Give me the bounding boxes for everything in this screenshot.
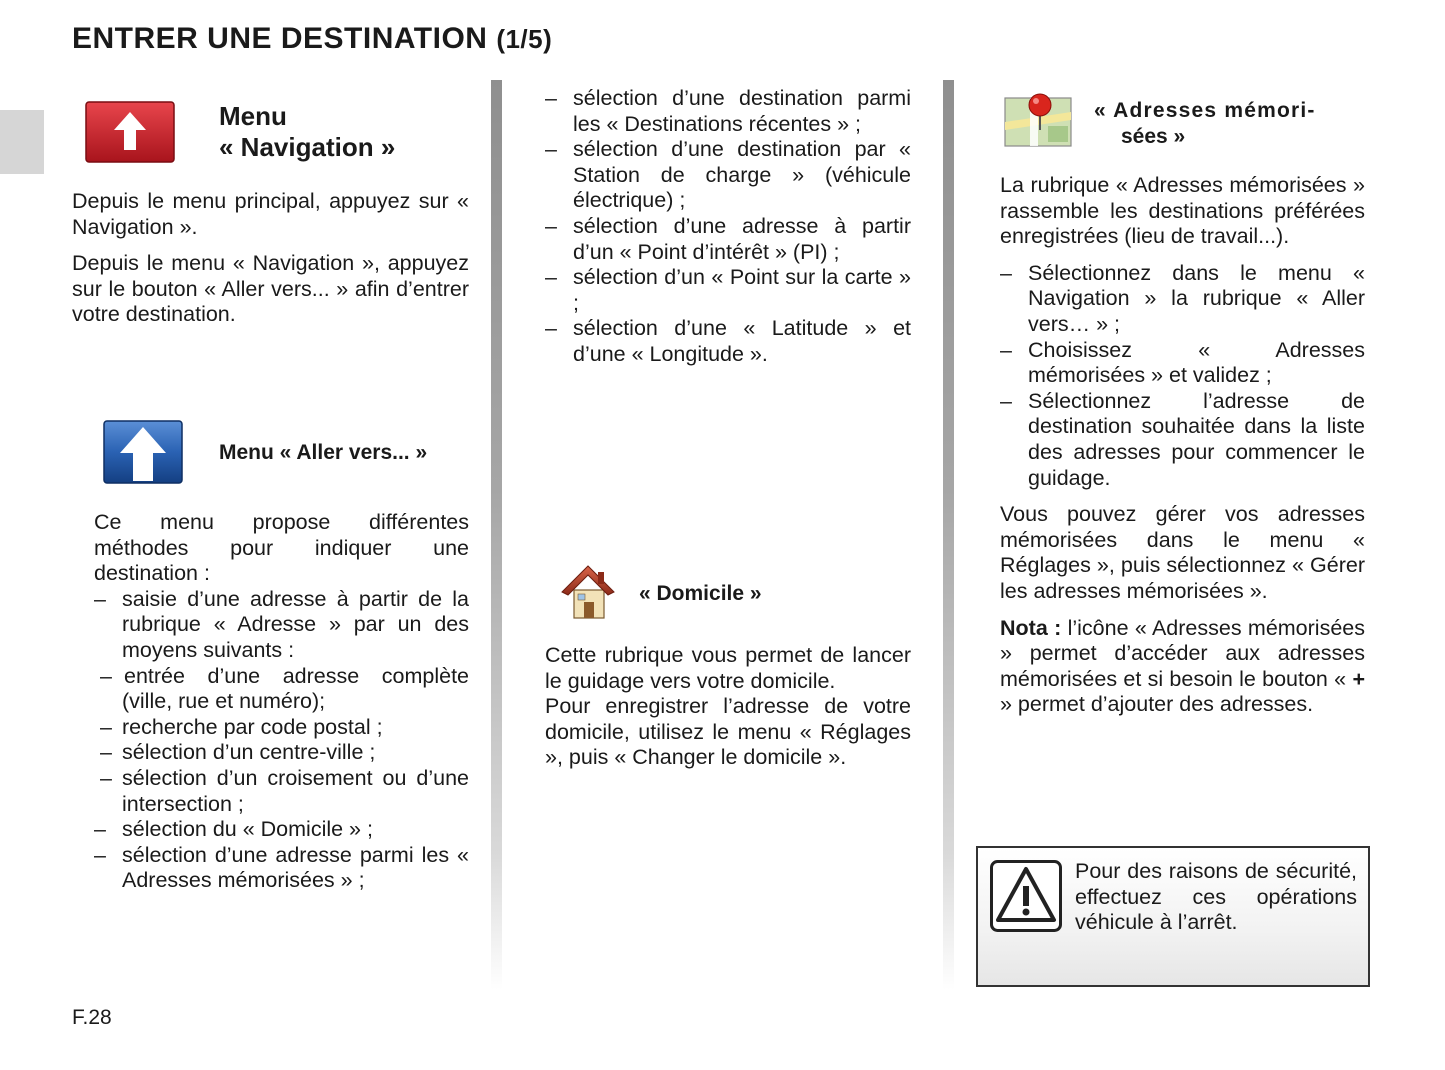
red-navigation-arrow-icon [84, 100, 176, 164]
side-tab-marker [0, 110, 44, 174]
list-item: – sélection d’une adresse parmi les « Adresses mémorisées » ; [94, 843, 469, 894]
navigation-menu-heading: Menu « Navigation » [219, 101, 396, 162]
list-item: – saisie d’une adresse à partir de la rubrique « Adresse » par un des moyens suivants : [94, 587, 469, 664]
list-item: – sélection d’un « Point sur la carte » ; [545, 265, 911, 316]
safety-warning-box [976, 846, 1370, 987]
domicile-heading: « Domicile » [639, 582, 762, 605]
blue-aller-vers-arrow-icon [102, 419, 184, 485]
adresses-memorisees-text: La rubrique « Adresses mémorisées » rassemble les destinations préférées enregistrées (lieu de travail...). – Sélectionnez dans le menu « Navigation » la rubrique « Aller vers… » ; – Choisissez « Adresses mémorisées » et validez ; – Sélectionnez l’adresse de destination souhaitée dans la liste des adresses pour commencer le guidage. Vous pouvez gérer vos adresses mémorisées dans le menu « Réglages », puis sélectionnez « Gérer les adresses mémorisées ». Nota : l’icône « Adresses mémorisées » permet d’accéder aux adresses mémorisées et si besoin le bouton « + » permet d’ajouter des adresses. [1000, 173, 1365, 718]
house-icon [558, 562, 618, 622]
list-item: – sélection du « Domicile » ; [94, 817, 469, 843]
page-title: ENTRER UNE DESTINATION (1/5) [72, 22, 553, 55]
list-item: – sélection d’une « Latitude » et d’une « Longitude ». [545, 316, 911, 367]
aller-vers-methods-continued [545, 86, 911, 368]
list-item: – recherche par code postal ; [100, 714, 383, 739]
navigation-intro: Depuis le menu principal, appuyez sur « Navigation ». Depuis le menu « Navigation », appuyez sur le bouton « Aller vers... » afin d’entrer votre destination. [72, 189, 469, 327]
aller-vers-heading: Menu « Aller vers... » [219, 441, 428, 464]
adresses-memorisees-heading: « Adresses mémori- sées » [1094, 99, 1316, 148]
list-item: – sélection d’une adresse à partir d’un « Point d’intérêt » (PI) ; [545, 214, 911, 265]
list-item: – sélection d’un croisement ou d’une intersection ; [100, 765, 469, 816]
note: Nota : l’icône « Adresses mémorisées » permet d’accéder aux adresses mémorisées et si besoin le bouton « + » permet d’ajouter des adresses. [1000, 615, 1365, 717]
page-number: F.28 [72, 1006, 112, 1029]
list-item: – sélection d’une destination par « Station de charge » (véhicule électrique) ; [545, 137, 911, 214]
warning-text: Pour des raisons de sécurité, effectuez ces opérations véhicule à l’arrêt. [1075, 859, 1357, 935]
column-divider-2 [943, 80, 954, 990]
list-item: – Sélectionnez l’adresse de destination souhaitée dans la liste des adresses pour commencer le guidage. [1000, 389, 1365, 491]
list-item: – Choisissez « Adresses mémorisées » et validez ; [1000, 338, 1365, 389]
map-pin-icon [1004, 92, 1072, 148]
aller-vers-methods: Ce menu propose différentes méthodes pour indiquer une destination : – saisie d’une adresse à partir de la rubrique « Adresse » par un des moyens suivants : – entrée d’une adresse complète (ville, rue et numéro); – recherche par code postal ; – sélection d’un centre-ville ; – sélection d’un croisement ou d’une intersection ; – sélection du « Domicile » ; – sélection d’une adresse parmi les « Adresses mémorisées » ; [94, 510, 469, 894]
list-item: – Sélectionnez dans le menu « Navigation » la rubrique « Aller vers… » ; [1000, 261, 1365, 338]
domicile-text: Cette rubrique vous permet de lancer le guidage vers votre domicile. Pour enregistrer l’adresse de votre domicile, utilisez le menu « Réglages », puis « Changer le domicile ». [545, 643, 911, 770]
warning-triangle-icon [990, 860, 1062, 932]
list-item: – sélection d’un centre-ville ; [100, 740, 376, 765]
list-item: – entrée d’une adresse complète (ville, rue et numéro); [100, 663, 469, 714]
column-divider-1 [491, 80, 502, 990]
list-item: – sélection d’une destination parmi les « Destinations récentes » ; [545, 86, 911, 137]
